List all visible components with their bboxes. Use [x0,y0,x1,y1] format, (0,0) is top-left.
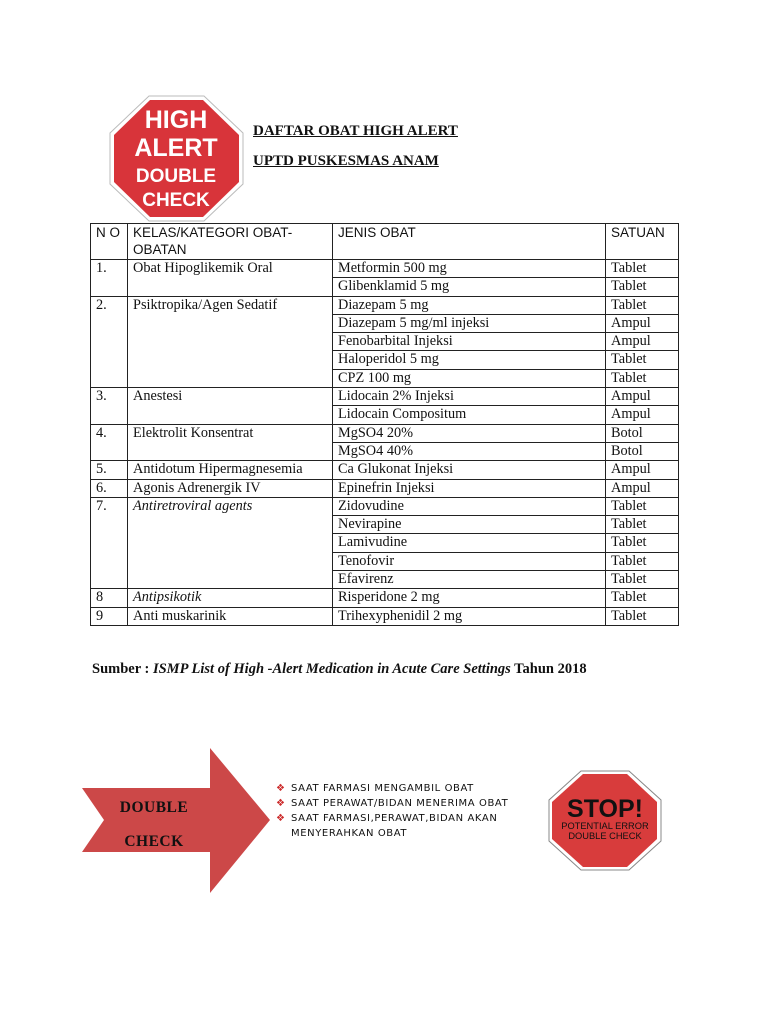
source-line [92,661,587,678]
list-item: ❖ SAAT FARMASI,PERAWAT,BIDAN AKAN MENYERAHKAN OBAT [276,813,498,839]
cell-satuan: Tablet [606,607,679,625]
cell-jenis: Diazepam 5 mg/ml injeksi [333,314,606,332]
stop-sub-line-1: POTENTIAL ERROR [561,821,649,831]
header-satuan: SATUAN [606,224,679,260]
double-check-moments-list [274,781,524,841]
cell-jenis: Trihexyphenidil 2 mg [333,607,606,625]
cell-satuan: Tablet [606,296,679,314]
header-jenis: JENIS OBAT [333,224,606,260]
cell-satuan: Ampul [606,461,679,479]
cell-jenis: Diazepam 5 mg [333,296,606,314]
cell-kelas: Anestesi [128,388,333,425]
diamond-bullet-icon: ❖ [276,783,286,794]
header-no: N O [91,224,128,260]
table-row [91,260,679,278]
cell-satuan: Ampul [606,406,679,424]
cell-satuan: Tablet [606,552,679,570]
sign-line-check: CHECK [142,190,210,211]
cell-kelas: Agonis Adrenergik IV [128,479,333,497]
cell-satuan: Tablet [606,589,679,607]
cell-jenis: Ca Glukonat Injeksi [333,461,606,479]
cell-satuan: Tablet [606,278,679,296]
cell-satuan: Botol [606,442,679,460]
table-row [91,461,679,479]
cell-no: 4. [91,424,128,461]
double-check-arrow-icon [82,748,270,893]
cell-no: 7. [91,497,128,588]
table-body [91,260,679,626]
cell-no: 6. [91,479,128,497]
source-year: Tahun 2018 [510,661,587,677]
cell-satuan: Tablet [606,351,679,369]
sign-line-high: HIGH [144,106,208,134]
cell-satuan: Botol [606,424,679,442]
cell-satuan: Ampul [606,333,679,351]
sign-line-double: DOUBLE [135,166,217,187]
arrow-line-check: CHECK [124,833,184,850]
cell-satuan: Ampul [606,314,679,332]
cell-jenis: Lidocain 2% Injeksi [333,388,606,406]
sign-line-alert: ALERT [134,134,218,162]
cell-jenis: Zidovudine [333,497,606,515]
cell-kelas: Anti muskarinik [128,607,333,625]
cell-jenis: Metformin 500 mg [333,260,606,278]
cell-jenis: Efavirenz [333,571,606,589]
source-prefix: Sumber : [92,661,153,677]
list-item: ❖ SAAT FARMASI MENGAMBIL OBAT [276,783,474,794]
cell-no: 3. [91,388,128,425]
table-row [91,296,679,314]
cell-jenis: Lidocain Compositum [333,406,606,424]
cell-jenis: Tenofovir [333,552,606,570]
cell-jenis: CPZ 100 mg [333,369,606,387]
cell-satuan: Tablet [606,516,679,534]
document-title: DAFTAR OBAT HIGH ALERT [253,123,458,139]
cell-kelas: Antiretroviral agents [128,497,333,588]
diamond-bullet-icon: ❖ [276,813,286,824]
arrow-line-double: DOUBLE [119,799,189,816]
cell-kelas: Psiktropika/Agen Sedatif [128,296,333,387]
cell-jenis: Lamivudine [333,534,606,552]
table-row [91,607,679,625]
high-alert-sign-icon [109,95,244,222]
cell-no: 9 [91,607,128,625]
cell-jenis: MgSO4 20% [333,424,606,442]
stop-sign-icon [548,770,662,871]
cell-jenis: Risperidone 2 mg [333,589,606,607]
cell-jenis: Haloperidol 5 mg [333,351,606,369]
cell-jenis: Nevirapine [333,516,606,534]
cell-kelas: Elektrolit Konsentrat [128,424,333,461]
cell-no: 5. [91,461,128,479]
table-row [91,497,679,515]
source-title: ISMP List of High -Alert Medication in Acute Care Settings [152,661,511,677]
cell-no: 2. [91,296,128,387]
header-kelas: KELAS/KATEGORI OBAT-OBATAN [128,224,333,260]
high-alert-medication-table [90,223,679,626]
cell-jenis: MgSO4 40% [333,442,606,460]
cell-kelas: Obat Hipoglikemik Oral [128,260,333,297]
cell-no: 1. [91,260,128,297]
cell-satuan: Tablet [606,260,679,278]
cell-kelas: Antidotum Hipermagnesemia [128,461,333,479]
stop-sub-line-2: DOUBLE CHECK [568,831,642,841]
cell-satuan: Tablet [606,534,679,552]
cell-satuan: Tablet [606,571,679,589]
cell-satuan: Tablet [606,369,679,387]
cell-satuan: Ampul [606,479,679,497]
table-header-row [91,224,679,260]
cell-jenis: Epinefrin Injeksi [333,479,606,497]
cell-satuan: Tablet [606,497,679,515]
cell-no: 8 [91,589,128,607]
stop-title: STOP! [567,795,643,823]
cell-satuan: Ampul [606,388,679,406]
cell-kelas: Antipsikotik [128,589,333,607]
table-row [91,479,679,497]
diamond-bullet-icon: ❖ [276,798,286,809]
table-row [91,589,679,607]
table-row [91,388,679,406]
cell-jenis: Fenobarbital Injeksi [333,333,606,351]
document-subtitle: UPTD PUSKESMAS ANAM [253,153,439,169]
cell-jenis: Glibenklamid 5 mg [333,278,606,296]
list-item: ❖ SAAT PERAWAT/BIDAN MENERIMA OBAT [276,798,509,809]
table-row [91,424,679,442]
